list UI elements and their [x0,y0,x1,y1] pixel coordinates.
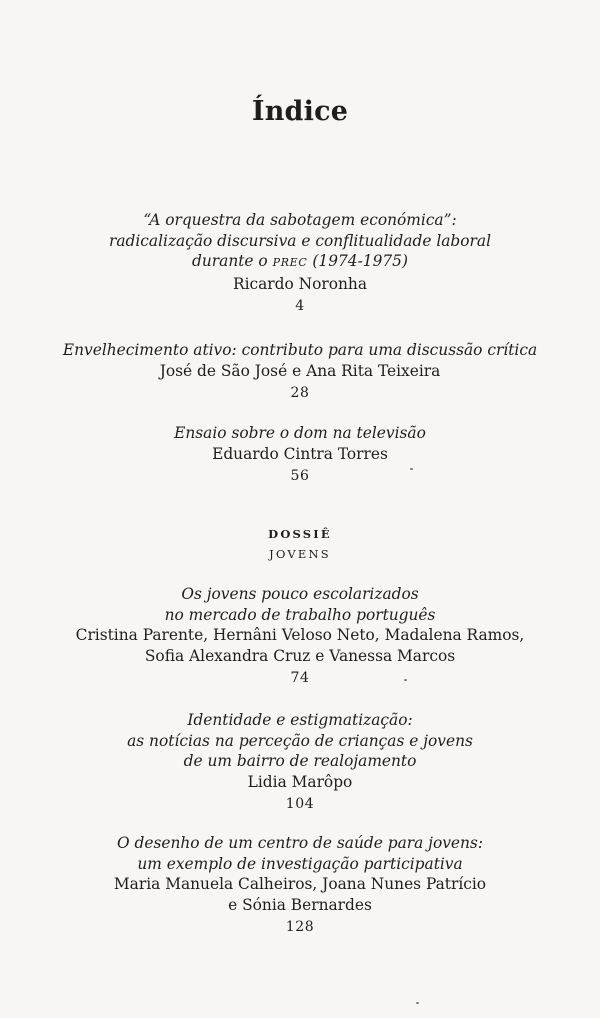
entry-title-acronym: PREC [272,256,308,270]
page-title: Índice [251,96,349,127]
entry-authors: Cristina Parente, Hernâni Veloso Neto, Madalena Ramos, [75,626,525,645]
entry-page-number: 104 [285,796,315,813]
entry-authors: Eduardo Cintra Torres [212,444,388,463]
entry-title-line: Os jovens pouco escolarizados [181,585,419,603]
dossie-entry-2 [0,710,600,815]
entry-authors: Maria Manuela Calheiros, Joana Nunes Patrício [113,875,487,894]
dossie-header [0,524,600,564]
index-entry-3 [0,423,600,487]
dossie-entry-3 [0,833,600,938]
entry-title-line: Identidade e estigmatização: [187,711,413,729]
paper-speck [410,468,413,470]
entry-title-line: radicalização discursiva e conflitualidade laboral [109,231,491,250]
entry-title-line [0,251,600,274]
index-entry-1 [0,210,600,317]
entry-page-number: 28 [290,385,310,402]
entry-page-number: 128 [285,919,315,936]
paper-speck [404,679,407,681]
entry-authors: Sofia Alexandra Cruz e Vanessa Marcos [144,646,456,665]
entry-authors: e Sónia Bernardes [228,895,372,914]
entry-title-line: no mercado de trabalho português [164,605,436,624]
paper-speck [416,1002,419,1004]
entry-authors: José de São José e Ana Rita Teixeira [159,361,441,380]
entry-title-line: “A orquestra da sabotagem económica”: [143,211,457,229]
entry-title-line: O desenho de um centro de saúde para jovens: [116,834,484,852]
index-entry-2 [0,340,600,404]
entry-title-line: de um bairro de realojamento [183,752,417,771]
dossie-label: DOSSIÊ [268,527,332,541]
entry-title-fragment: durante o [192,252,273,271]
dossie-entry-1 [0,584,600,689]
entry-page-number: 4 [295,298,305,315]
entry-title-line: Ensaio sobre o dom na televisão [174,424,426,442]
entry-title-fragment: (1974-1975) [307,252,408,271]
entry-page-number: 74 [290,670,310,687]
entry-title-line: as notícias na perceção de crianças e jovens [127,731,473,750]
entry-authors: Ricardo Noronha [232,274,368,293]
entry-title-line: um exemplo de investigação participativa [137,854,463,873]
entry-title-line: Envelhecimento ativo: contributo para uma discussão crítica [62,341,538,359]
entry-authors: Lidia Marôpo [247,772,353,791]
entry-page-number: 56 [290,468,310,485]
dossie-theme: JOVENS [269,547,331,561]
